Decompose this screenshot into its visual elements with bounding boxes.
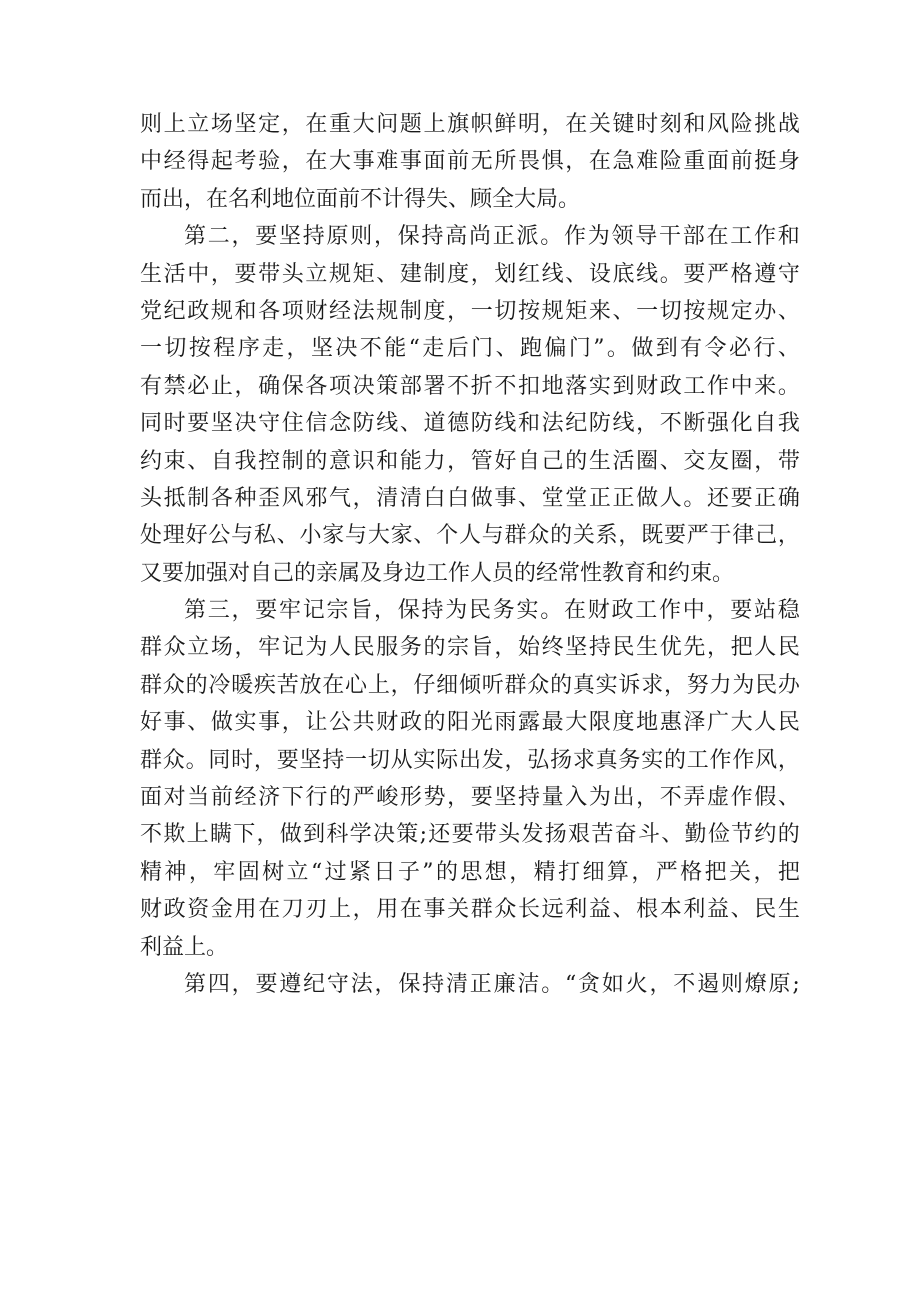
text-line: 群 众 立 场 ， 牢 记 为 人 民 服 务 的 宗 旨 ， 始 终 坚 持 民 生 优 先 ， 把 人 民 <box>140 635 800 661</box>
document-body <box>140 106 800 1003</box>
text-line: 不 欺 上 瞒 下 ， 做 到 科 学 决 策 ; 还 要 带 头 发 扬 艰 苦 奋 斗 、 勤 俭 节 约 的 <box>140 822 800 848</box>
text-line: 头 抵 制 各 种 歪 风 邪 气 ， 清 清 白 白 做 事 、 堂 堂 正 正 做 人 。 还 要 正 确 <box>140 485 800 511</box>
text-line: 群 众 的 冷 暖 疾 苦 放 在 心 上 ， 仔 细 倾 听 群 众 的 真 实 诉 求 ， 努 力 为 民 办 <box>140 672 800 698</box>
text-line: 群 众 。 同 时 ， 要 坚 持 一 切 从 实 际 出 发 ， 弘 扬 求 真 务 实 的 工 作 作 风 ， <box>140 747 800 773</box>
text-line: 有 禁 必 止 ， 确 保 各 项 决 策 部 署 不 折 不 扣 地 落 实 到 财 政 工 作 中 来 。 <box>140 373 800 399</box>
text-line: 而出，在名利地位面前不计得失、顾全大局。 <box>140 186 581 212</box>
text-line: 同 时 要 坚 决 守 住 信 念 防 线 、 道 德 防 线 和 法 纪 防 线 ， 不 断 强 化 自 我 <box>140 411 800 437</box>
text-line: 第 二 ， 要 坚 持 原 则 ， 保 持 高 尚 正 派 。 作 为 领 导 干 部 在 工 作 和 <box>184 224 800 250</box>
text-line: 面 对 当 前 经 济 下 行 的 严 峻 形 势 ， 要 坚 持 量 入 为 出 ， 不 弄 虚 作 假 、 <box>140 785 800 811</box>
text-line: 精 神 ， 牢 固 树 立 “ 过 紧 日 子 ” 的 思 想 ， 精 打 细 算 ， 严 格 把 关 ， 把 <box>140 859 800 885</box>
text-line: 好 事 、 做 实 事 ， 让 公 共 财 政 的 阳 光 雨 露 最 大 限 度 地 惠 泽 广 大 人 民 <box>140 710 800 736</box>
text-line: 党 纪 政 规 和 各 项 财 经 法 规 制 度 ， 一 切 按 规 矩 来 、 一 切 按 规 定 办 、 <box>140 298 800 324</box>
text-line: 约 束 、 自 我 控 制 的 意 识 和 能 力 ， 管 好 自 己 的 生 活 圈 、 交 友 圈 ， 带 <box>140 448 800 474</box>
text-line: 财 政 资 金 用 在 刀 刃 上 ， 用 在 事 关 群 众 长 远 利 益 、 根 本 利 益 、 民 生 <box>140 897 800 923</box>
text-line: 处 理 好 公 与 私 、 小 家 与 大 家 、 个 人 与 群 众 的 关 系 ， 既 要 严 于 律 己 ， <box>140 523 800 549</box>
text-line: 第 四 ， 要 遵 纪 守 法 ， 保 持 清 正 廉 洁 。 “ 贪 如 火 ， 不 遏 则 燎 原 ; <box>184 971 800 997</box>
text-line: 利益上。 <box>140 934 229 960</box>
text-line: 又要加强对自己的亲属及身边工作人员的经常性教育和约束。 <box>140 560 735 586</box>
text-line: 中 经 得 起 考 验 ， 在 大 事 难 事 面 前 无 所 畏 惧 ， 在 急 难 险 重 面 前 挺 身 <box>140 149 800 175</box>
text-line: 则 上 立 场 坚 定 ， 在 重 大 问 题 上 旗 帜 鲜 明 ， 在 关 键 时 刻 和 风 险 挑 战 <box>140 112 800 137</box>
text-line: 一 切 按 程 序 走 ， 坚 决 不 能 “ 走 后 门 、 跑 偏 门 ” 。 做 到 有 令 必 行 、 <box>140 336 800 362</box>
text-line: 第 三 ， 要 牢 记 宗 旨 ， 保 持 为 民 务 实 。 在 财 政 工 作 中 ， 要 站 稳 <box>184 598 800 624</box>
text-line: 生 活 中 ， 要 带 头 立 规 矩 、 建 制 度 ， 划 红 线 、 设 底 线 。 要 严 格 遵 守 <box>140 261 800 287</box>
